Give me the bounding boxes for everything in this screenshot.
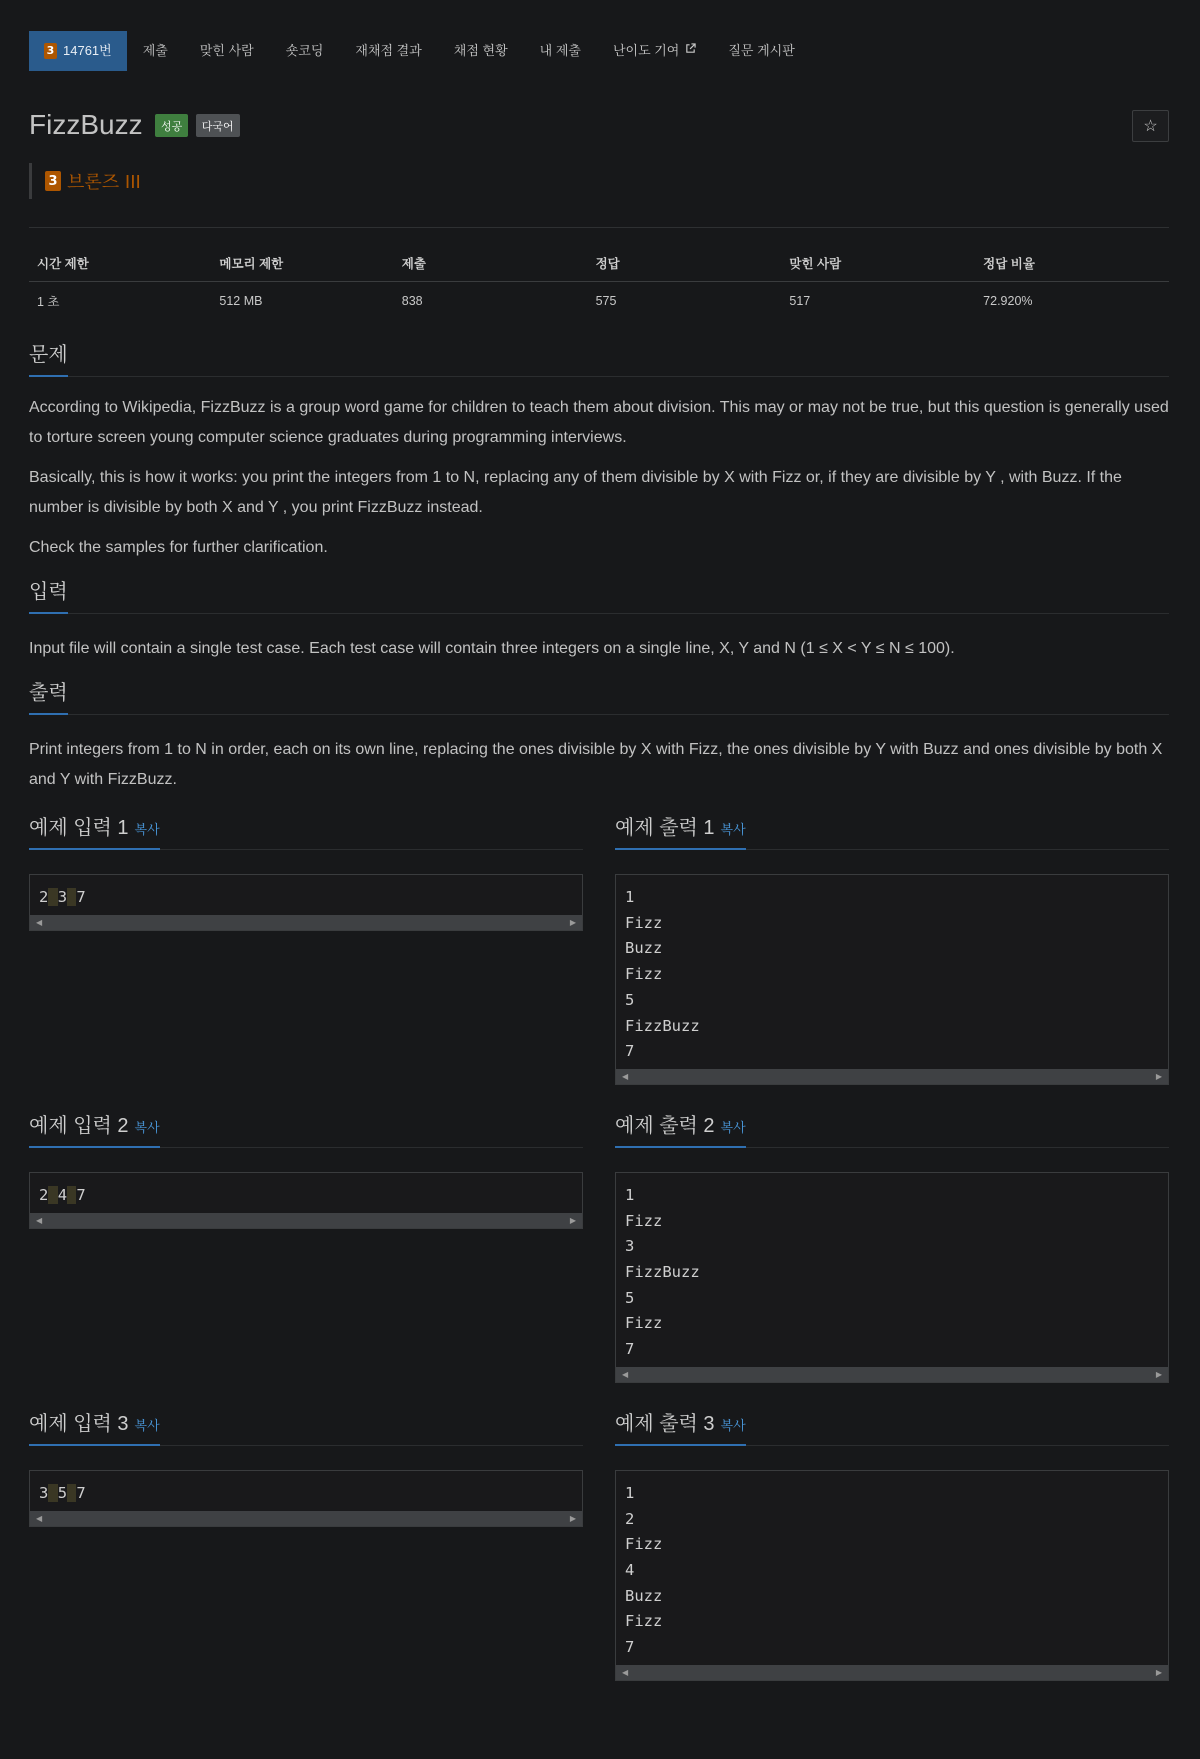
problem-tier (29, 163, 1169, 199)
problem-header (29, 109, 1169, 149)
section-header (29, 815, 583, 850)
tab-label: 14761번 (63, 43, 112, 58)
favorite-star-button[interactable] (1132, 110, 1169, 142)
sample-output-3 (615, 1411, 1169, 1681)
tab-label: 난이도 기여 (612, 43, 680, 58)
scroll-right-icon[interactable]: ▶ (1155, 1071, 1162, 1081)
accepted-value: 575 (595, 294, 617, 308)
sample-output-text: 1 Fizz 3 FizzBuzz 5 Fizz 7 (625, 1185, 700, 1359)
tab-qna-board[interactable]: 질문 게시판 (728, 43, 795, 58)
sample-input-2 (29, 1113, 583, 1383)
scroll-right-icon[interactable]: ▶ (1155, 1369, 1162, 1379)
input-section (29, 579, 1169, 664)
header-submissions: 제출 (394, 245, 588, 282)
scroll-left-icon[interactable]: ◀ (36, 917, 43, 927)
sample-title: 예제 입력 1 (29, 817, 129, 839)
horizontal-scrollbar[interactable] (30, 1511, 582, 1526)
sample-value: 7 (76, 888, 86, 906)
sample-value: 5 (57, 1483, 68, 1502)
sample-title: 예제 입력 3 (29, 1412, 129, 1435)
sample-output-text: 1 2 Fizz 4 Buzz Fizz 7 (625, 1483, 663, 1657)
sample-title: 예제 입력 2 (29, 1114, 129, 1137)
accept-ratio-value: 72.920% (983, 294, 1033, 308)
memory-limit-value: 512 MB (219, 294, 263, 308)
section-body (29, 735, 1169, 795)
tab-my-submissions[interactable]: 내 제출 (539, 43, 581, 58)
section-header (29, 1113, 583, 1148)
problem-description-section (29, 342, 1169, 563)
header-solved-users: 맞힌 사람 (781, 245, 975, 282)
scroll-left-icon[interactable]: ◀ (622, 1667, 629, 1677)
sample-value: 4 (57, 1185, 68, 1204)
tab-submit[interactable]: 제출 (142, 43, 168, 58)
bronze-tier-icon: 3 (45, 171, 61, 191)
sample-input-1 (29, 815, 583, 1085)
success-badge: 성공 (155, 114, 188, 137)
problem-info-table (29, 245, 1169, 320)
horizontal-scrollbar[interactable] (616, 1069, 1168, 1084)
paragraph: Print integers from 1 to N in order, each on its own line, replacing the ones divisible by X with Fizz, the ones divisible by Y with Buzz and ones divisible by both X and Y with FizzBuzz. (29, 741, 1163, 788)
scroll-right-icon[interactable]: ▶ (569, 917, 576, 927)
sample-output-2 (615, 1113, 1169, 1383)
tab-difficulty-contribution[interactable] (597, 31, 712, 71)
tab-short-coding[interactable]: 숏코딩 (285, 43, 324, 58)
section-body (29, 634, 1169, 664)
horizontal-scrollbar[interactable] (616, 1367, 1168, 1382)
table-header-row (29, 245, 1169, 282)
sample-value: 3 (57, 888, 68, 906)
header-accept-ratio: 정답 비율 (975, 245, 1169, 282)
sample-input-3 (29, 1411, 583, 1681)
problem-title: FizzBuzz (29, 109, 143, 140)
copy-button[interactable]: 복사 (720, 1119, 746, 1135)
scroll-left-icon[interactable]: ◀ (622, 1071, 629, 1081)
tab-problem[interactable] (29, 31, 127, 71)
section-body (29, 393, 1169, 563)
copy-button[interactable]: 복사 (134, 1417, 160, 1433)
section-header (29, 342, 1169, 377)
scroll-left-icon[interactable]: ◀ (36, 1513, 43, 1523)
section-header (29, 579, 1169, 614)
scroll-right-icon[interactable]: ▶ (569, 1215, 576, 1225)
bronze-tier-icon: 3 (44, 43, 57, 59)
header-memory-limit: 메모리 제한 (211, 245, 393, 282)
section-header (29, 1411, 583, 1446)
sample-value: 2 (39, 888, 49, 906)
scroll-left-icon[interactable]: ◀ (36, 1215, 43, 1225)
sample-code-box[interactable] (29, 1172, 583, 1229)
time-limit-value: 1 초 (37, 295, 60, 309)
sample-title: 예제 출력 2 (615, 1114, 715, 1137)
paragraph: Input file will contain a single test case. Each test case will contain three integers on a single line, X, Y and N (1 ≤ X < Y ≤ N ≤ 100). (29, 640, 955, 657)
section-title: 입력 (29, 575, 68, 614)
scroll-right-icon[interactable]: ▶ (1155, 1667, 1162, 1677)
paragraph: According to Wikipedia, FizzBuzz is a group word game for children to teach them about division. This may or may not be true, but this question is generally used to torture screen young computer science graduates during programming interviews. (29, 399, 1169, 446)
sample-value: 7 (76, 1185, 86, 1204)
tab-judge-status[interactable]: 채점 현황 (453, 43, 508, 58)
copy-button[interactable]: 복사 (134, 1119, 160, 1135)
submissions-value: 838 (401, 294, 423, 308)
sample-code-box[interactable] (615, 874, 1169, 1085)
sample-value: 3 (39, 1483, 49, 1502)
section-title: 출력 (29, 676, 68, 715)
paragraph: Check the samples for further clarification. (29, 539, 328, 556)
section-header (615, 1113, 1169, 1148)
sample-value: 7 (76, 1483, 86, 1502)
section-header (615, 815, 1169, 850)
copy-button[interactable]: 복사 (134, 822, 160, 837)
horizontal-scrollbar[interactable] (616, 1665, 1168, 1680)
sample-title: 예제 출력 3 (615, 1412, 715, 1435)
output-section (29, 680, 1169, 795)
problem-tabs (29, 31, 1169, 71)
problem-page (29, 31, 1169, 1709)
star-icon: ☆ (1143, 118, 1158, 135)
section-header (29, 680, 1169, 715)
header-accepted: 정답 (588, 245, 782, 282)
tab-rejudge-results[interactable]: 재채점 결과 (355, 43, 422, 58)
sample-output-text: 1 Fizz Buzz Fizz 5 FizzBuzz 7 (625, 888, 700, 1061)
horizontal-scrollbar[interactable] (30, 915, 582, 930)
horizontal-scrollbar[interactable] (30, 1213, 582, 1228)
samples-grid (29, 815, 1169, 1709)
paragraph: Basically, this is how it works: you print the integers from 1 to N, replacing any of them divisible by X with Fizz or, if they are divisible by Y , with Buzz. If the number is divisible by both X and Y , you print FizzBuzz instead. (29, 469, 1122, 516)
solved-users-value: 517 (789, 294, 811, 308)
divider (29, 227, 1169, 228)
section-title: 문제 (29, 338, 68, 377)
copy-button[interactable]: 복사 (720, 822, 746, 837)
external-link-icon (685, 31, 696, 71)
multilang-badge: 다국어 (196, 114, 240, 137)
copy-button[interactable]: 복사 (720, 1417, 746, 1433)
sample-output-1 (615, 815, 1169, 1085)
sample-code-box[interactable] (615, 1470, 1169, 1681)
sample-title: 예제 출력 1 (615, 817, 715, 839)
table-row (29, 282, 1169, 321)
sample-code-box[interactable] (29, 874, 583, 931)
sample-code-box[interactable] (29, 1470, 583, 1527)
tier-label: 브론즈 III (67, 172, 141, 193)
scroll-left-icon[interactable]: ◀ (622, 1369, 629, 1379)
sample-code-box[interactable] (615, 1172, 1169, 1383)
section-header (615, 1411, 1169, 1446)
header-time-limit: 시간 제한 (29, 245, 211, 282)
sample-value: 2 (39, 1185, 49, 1204)
tab-solved-users[interactable]: 맞힌 사람 (199, 43, 254, 58)
scroll-right-icon[interactable]: ▶ (569, 1513, 576, 1523)
